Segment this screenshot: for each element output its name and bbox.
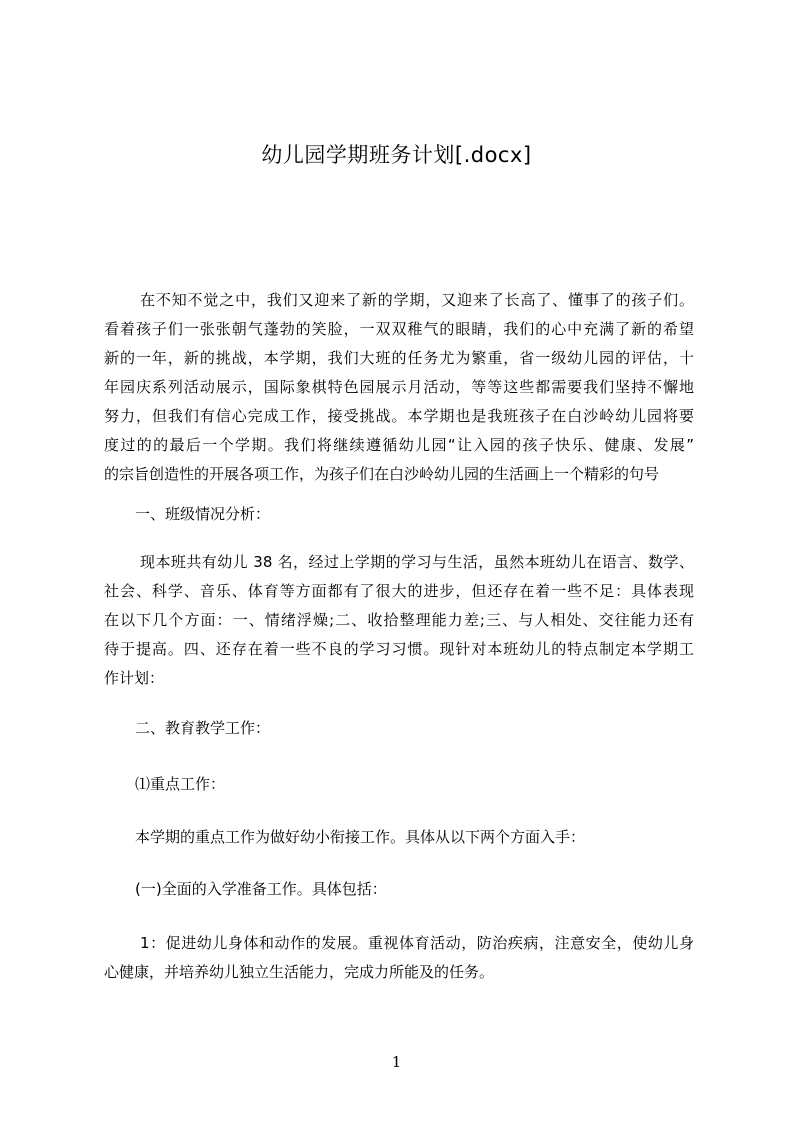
class-analysis-paragraph xyxy=(104,548,694,693)
subheading-key-work xyxy=(104,770,725,799)
text-line: 度过的的最后一个学期。我们将继续遵循幼儿园“让入园的孩子快乐、健康、发展” xyxy=(104,436,694,454)
page-number: 1 xyxy=(391,1053,402,1071)
intro-paragraph xyxy=(104,286,694,489)
text-line: 年园庆系列活动展示，国际象棋特色园展示月活动，等等这些都需要我们坚持不懈地 xyxy=(104,378,694,396)
text-line: 1：促进幼儿身体和动作的发展。重视体育活动，防治疾病，注意安全，使幼儿身 xyxy=(140,934,694,952)
text-line: 待于提高。四、还存在着一些不良的学习习惯。现针对本班幼儿的特点制定本学期工 xyxy=(104,640,694,658)
text-line: 新的一年，新的挑战，本学期，我们大班的任务尤为繁重，省一级幼儿园的评估，十 xyxy=(104,349,694,367)
key-work-paragraph xyxy=(104,823,725,852)
text-line: 本学期的重点工作为做好幼小衔接工作。具体从以下两个方面入手： xyxy=(135,828,586,846)
heading-text: ⑴重点工作： xyxy=(135,775,226,793)
section-heading-class-analysis xyxy=(104,500,725,529)
text-line: 看着孩子们一张张朝气蓬勃的笑脸，一双双稚气的眼睛，我们的心中充满了新的希望 xyxy=(104,320,694,338)
heading-text: 一、班级情况分析： xyxy=(135,505,271,523)
section-heading-teaching-work xyxy=(104,714,725,743)
text-line: 心健康，并培养幼儿独立生活能力，完成力所能及的任务。 xyxy=(104,963,495,981)
text-line: 的宗旨创造性的开展各项工作，为孩子们在白沙岭幼儿园的生活画上一个精彩的句号 xyxy=(104,465,660,483)
text-line: 在以下几个方面：一、情绪浮燥;二、收拾整理能力差;三、与人相处、交往能力还有 xyxy=(104,611,694,629)
document-title: 幼儿园学期班务计划[.docx] xyxy=(261,143,532,167)
text-line: 现本班共有幼儿 38 名，经过上学期的学习与生活，虽然本班幼儿在语言、数学、 xyxy=(140,553,694,571)
item-1-paragraph xyxy=(104,929,694,987)
heading-text: 二、教育教学工作： xyxy=(135,719,271,737)
heading-text: (一)全面的入学准备工作。具体包括： xyxy=(135,880,387,898)
text-line: 在不知不觉之中，我们又迎来了新的学期，又迎来了长高了、懂事了的孩子们。 xyxy=(140,291,694,309)
text-line: 努力，但我们有信心完成工作，接受挑战。本学期也是我班孩子在白沙岭幼儿园将要 xyxy=(104,407,694,425)
text-line: 作计划： xyxy=(104,669,165,687)
text-line: 社会、科学、音乐、体育等方面都有了很大的进步，但还存在着一些不足：具体表现 xyxy=(104,582,694,600)
subheading-preparation xyxy=(104,875,725,904)
